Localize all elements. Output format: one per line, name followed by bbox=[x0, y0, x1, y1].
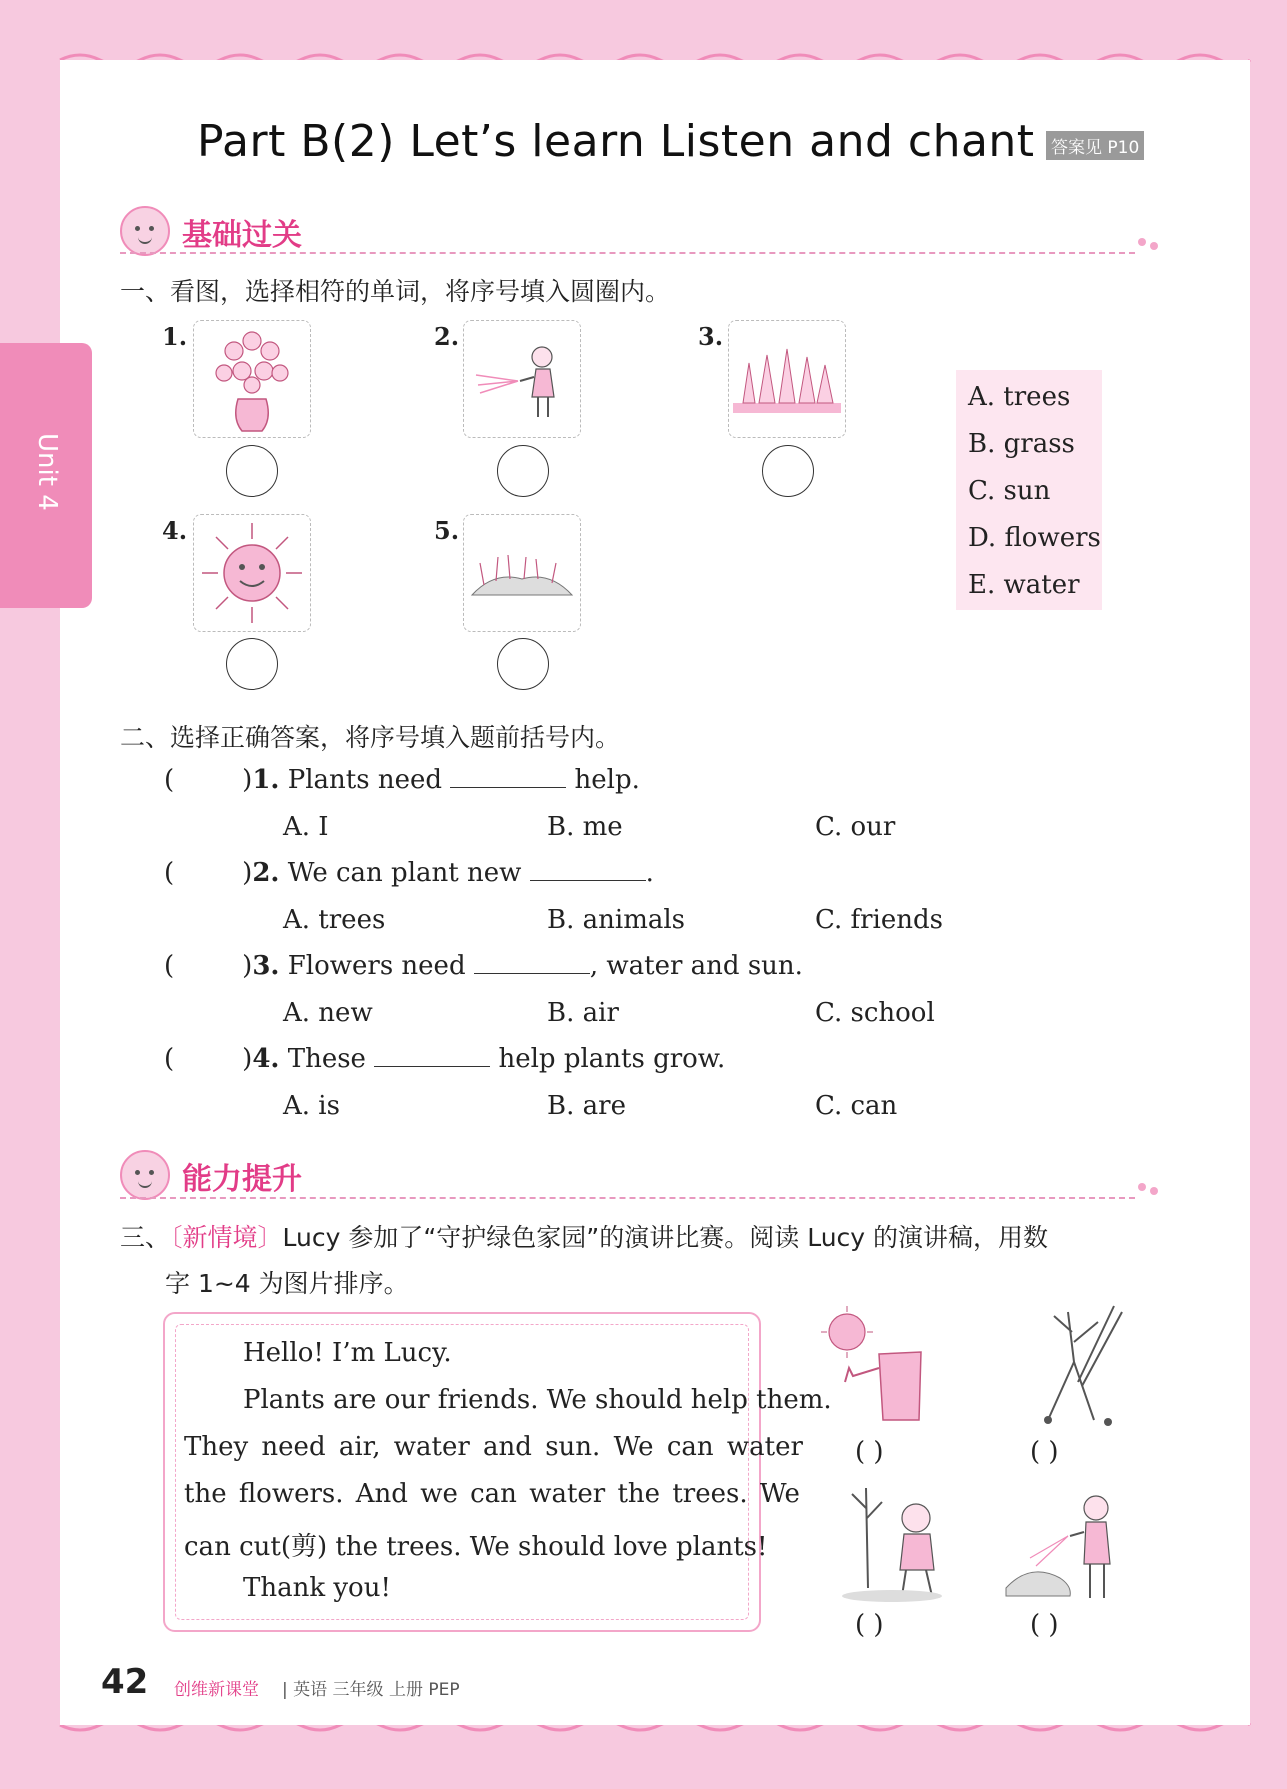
word-option: B. grass bbox=[968, 429, 1075, 459]
choice-a: A. is bbox=[283, 1091, 340, 1121]
item-number: 3. bbox=[698, 322, 724, 351]
passage-line: They need air, water and sun. We can water bbox=[184, 1432, 803, 1462]
question-number: 1. bbox=[252, 765, 280, 795]
footer-brand: 创维新课堂 bbox=[174, 1680, 259, 1700]
divider-dot bbox=[1150, 1187, 1158, 1195]
question-row bbox=[164, 765, 640, 795]
choice-c: C. school bbox=[815, 998, 935, 1028]
answer-circle[interactable] bbox=[762, 445, 814, 497]
part3-instruction bbox=[120, 1218, 1048, 1254]
order-answer-paren[interactable]: ( ) bbox=[855, 1610, 884, 1640]
answer-paren-close: ) bbox=[242, 951, 253, 981]
divider-dot bbox=[1150, 242, 1158, 250]
section-heading-improve: 能力提升 bbox=[182, 1162, 302, 1197]
choice-c: C. our bbox=[815, 812, 896, 842]
sun-icon bbox=[193, 514, 311, 632]
choice-c: C. can bbox=[815, 1091, 898, 1121]
word-option: E. water bbox=[968, 570, 1080, 600]
new-context-tag: 〔新情境〕 bbox=[170, 1223, 283, 1252]
cartoon-boy-icon bbox=[120, 1150, 170, 1200]
section-divider bbox=[120, 1197, 1135, 1199]
part1-instruction: 一、看图，选择相符的单词，将序号填入圆圈内。 bbox=[120, 277, 671, 306]
order-answer-paren[interactable]: ( ) bbox=[1030, 1437, 1059, 1467]
answer-blank[interactable] bbox=[474, 951, 590, 974]
girl-watering-plants-icon bbox=[1000, 1478, 1150, 1608]
word-option: A. trees bbox=[968, 382, 1071, 412]
word-option: C. sun bbox=[968, 476, 1051, 506]
answer-blank[interactable] bbox=[374, 1044, 490, 1067]
flowers-in-vase-icon bbox=[193, 320, 311, 438]
question-row bbox=[164, 1044, 725, 1074]
answer-paren-close: ) bbox=[242, 858, 253, 888]
part3-instruction-text: Lucy 参加了“守护绿色家园”的演讲比赛。阅读 Lucy 的演讲稿，用数 bbox=[282, 1223, 1049, 1252]
answer-paren-open[interactable]: ( bbox=[164, 858, 175, 888]
answer-paren-close: ) bbox=[242, 765, 253, 795]
answer-paren-open[interactable]: ( bbox=[164, 1044, 175, 1074]
page-title: Part B(2) Let’s learn Listen and chant bbox=[197, 116, 1035, 167]
choice-c: C. friends bbox=[815, 905, 943, 935]
section-heading-basic: 基础过关 bbox=[182, 218, 302, 253]
passage-line: Hello! I’m Lucy. bbox=[243, 1338, 452, 1368]
trees-icon bbox=[728, 320, 846, 438]
answer-paren-open[interactable]: ( bbox=[164, 951, 175, 981]
question-text: Flowers need bbox=[287, 951, 466, 981]
question-row bbox=[164, 858, 654, 888]
question-row bbox=[164, 951, 803, 981]
answer-paren-close: ) bbox=[242, 1044, 253, 1074]
part2-instruction: 二、选择正确答案，将序号填入题前括号内。 bbox=[120, 723, 621, 752]
choice-a: A. new bbox=[283, 998, 373, 1028]
answer-circle[interactable] bbox=[497, 445, 549, 497]
answer-circle[interactable] bbox=[497, 638, 549, 690]
choice-b: B. air bbox=[547, 998, 619, 1028]
question-number: 2. bbox=[252, 858, 280, 888]
choice-a: A. trees bbox=[283, 905, 386, 935]
question-text: Plants need bbox=[287, 765, 443, 795]
page-number: 42 bbox=[101, 1662, 149, 1702]
passage-line: Thank you! bbox=[243, 1573, 391, 1603]
part3-prefix: 三、 bbox=[120, 1223, 171, 1252]
answer-circle[interactable] bbox=[226, 638, 278, 690]
item-number: 5. bbox=[434, 516, 460, 545]
unit-tab-label: Unit 4 bbox=[32, 433, 62, 511]
section-divider bbox=[120, 252, 1135, 254]
answer-blank[interactable] bbox=[450, 765, 566, 788]
passage-line: the flowers. And we can water the trees. We bbox=[184, 1479, 800, 1509]
passage-line: Plants are our friends. We should help them. bbox=[243, 1385, 832, 1415]
question-text: . bbox=[645, 858, 654, 888]
answer-reference-tag: 答案见 P10 bbox=[1046, 131, 1144, 160]
answer-circle[interactable] bbox=[226, 445, 278, 497]
question-number: 3. bbox=[252, 951, 280, 981]
order-answer-paren[interactable]: ( ) bbox=[855, 1437, 884, 1467]
item-number: 4. bbox=[162, 516, 188, 545]
word-options-box bbox=[956, 370, 1102, 610]
item-number: 2. bbox=[434, 322, 460, 351]
order-answer-paren[interactable]: ( ) bbox=[1030, 1610, 1059, 1640]
cutting-tree-icon bbox=[1018, 1302, 1138, 1432]
divider-dot bbox=[1138, 238, 1146, 246]
question-number: 4. bbox=[252, 1044, 280, 1074]
part3-instruction-line2: 字 1~4 为图片排序。 bbox=[165, 1269, 409, 1298]
question-text: help plants grow. bbox=[498, 1044, 726, 1074]
question-text: These bbox=[287, 1044, 366, 1074]
divider-dot bbox=[1138, 1183, 1146, 1191]
choice-b: B. are bbox=[547, 1091, 626, 1121]
word-option: D. flowers bbox=[968, 523, 1101, 553]
sun-watering-can-icon bbox=[815, 1302, 945, 1432]
choice-b: B. animals bbox=[547, 905, 686, 935]
cartoon-girl-icon bbox=[120, 206, 170, 256]
boy-planting-tree-icon bbox=[836, 1478, 966, 1608]
answer-blank[interactable] bbox=[530, 858, 646, 881]
grass-icon bbox=[463, 514, 581, 632]
answer-paren-open[interactable]: ( bbox=[164, 765, 175, 795]
choice-b: B. me bbox=[547, 812, 623, 842]
item-number: 1. bbox=[162, 322, 188, 351]
passage-line: can cut(剪) the trees. We should love plants! bbox=[184, 1532, 768, 1562]
question-text: We can plant new bbox=[287, 858, 522, 888]
question-text: help. bbox=[574, 765, 640, 795]
footer-book-info: | 英语 三年级 上册 PEP bbox=[282, 1680, 460, 1700]
unit-tab bbox=[0, 343, 92, 608]
question-text: , water and sun. bbox=[589, 951, 803, 981]
choice-a: A. I bbox=[283, 812, 329, 842]
girl-watering-icon bbox=[463, 320, 581, 438]
